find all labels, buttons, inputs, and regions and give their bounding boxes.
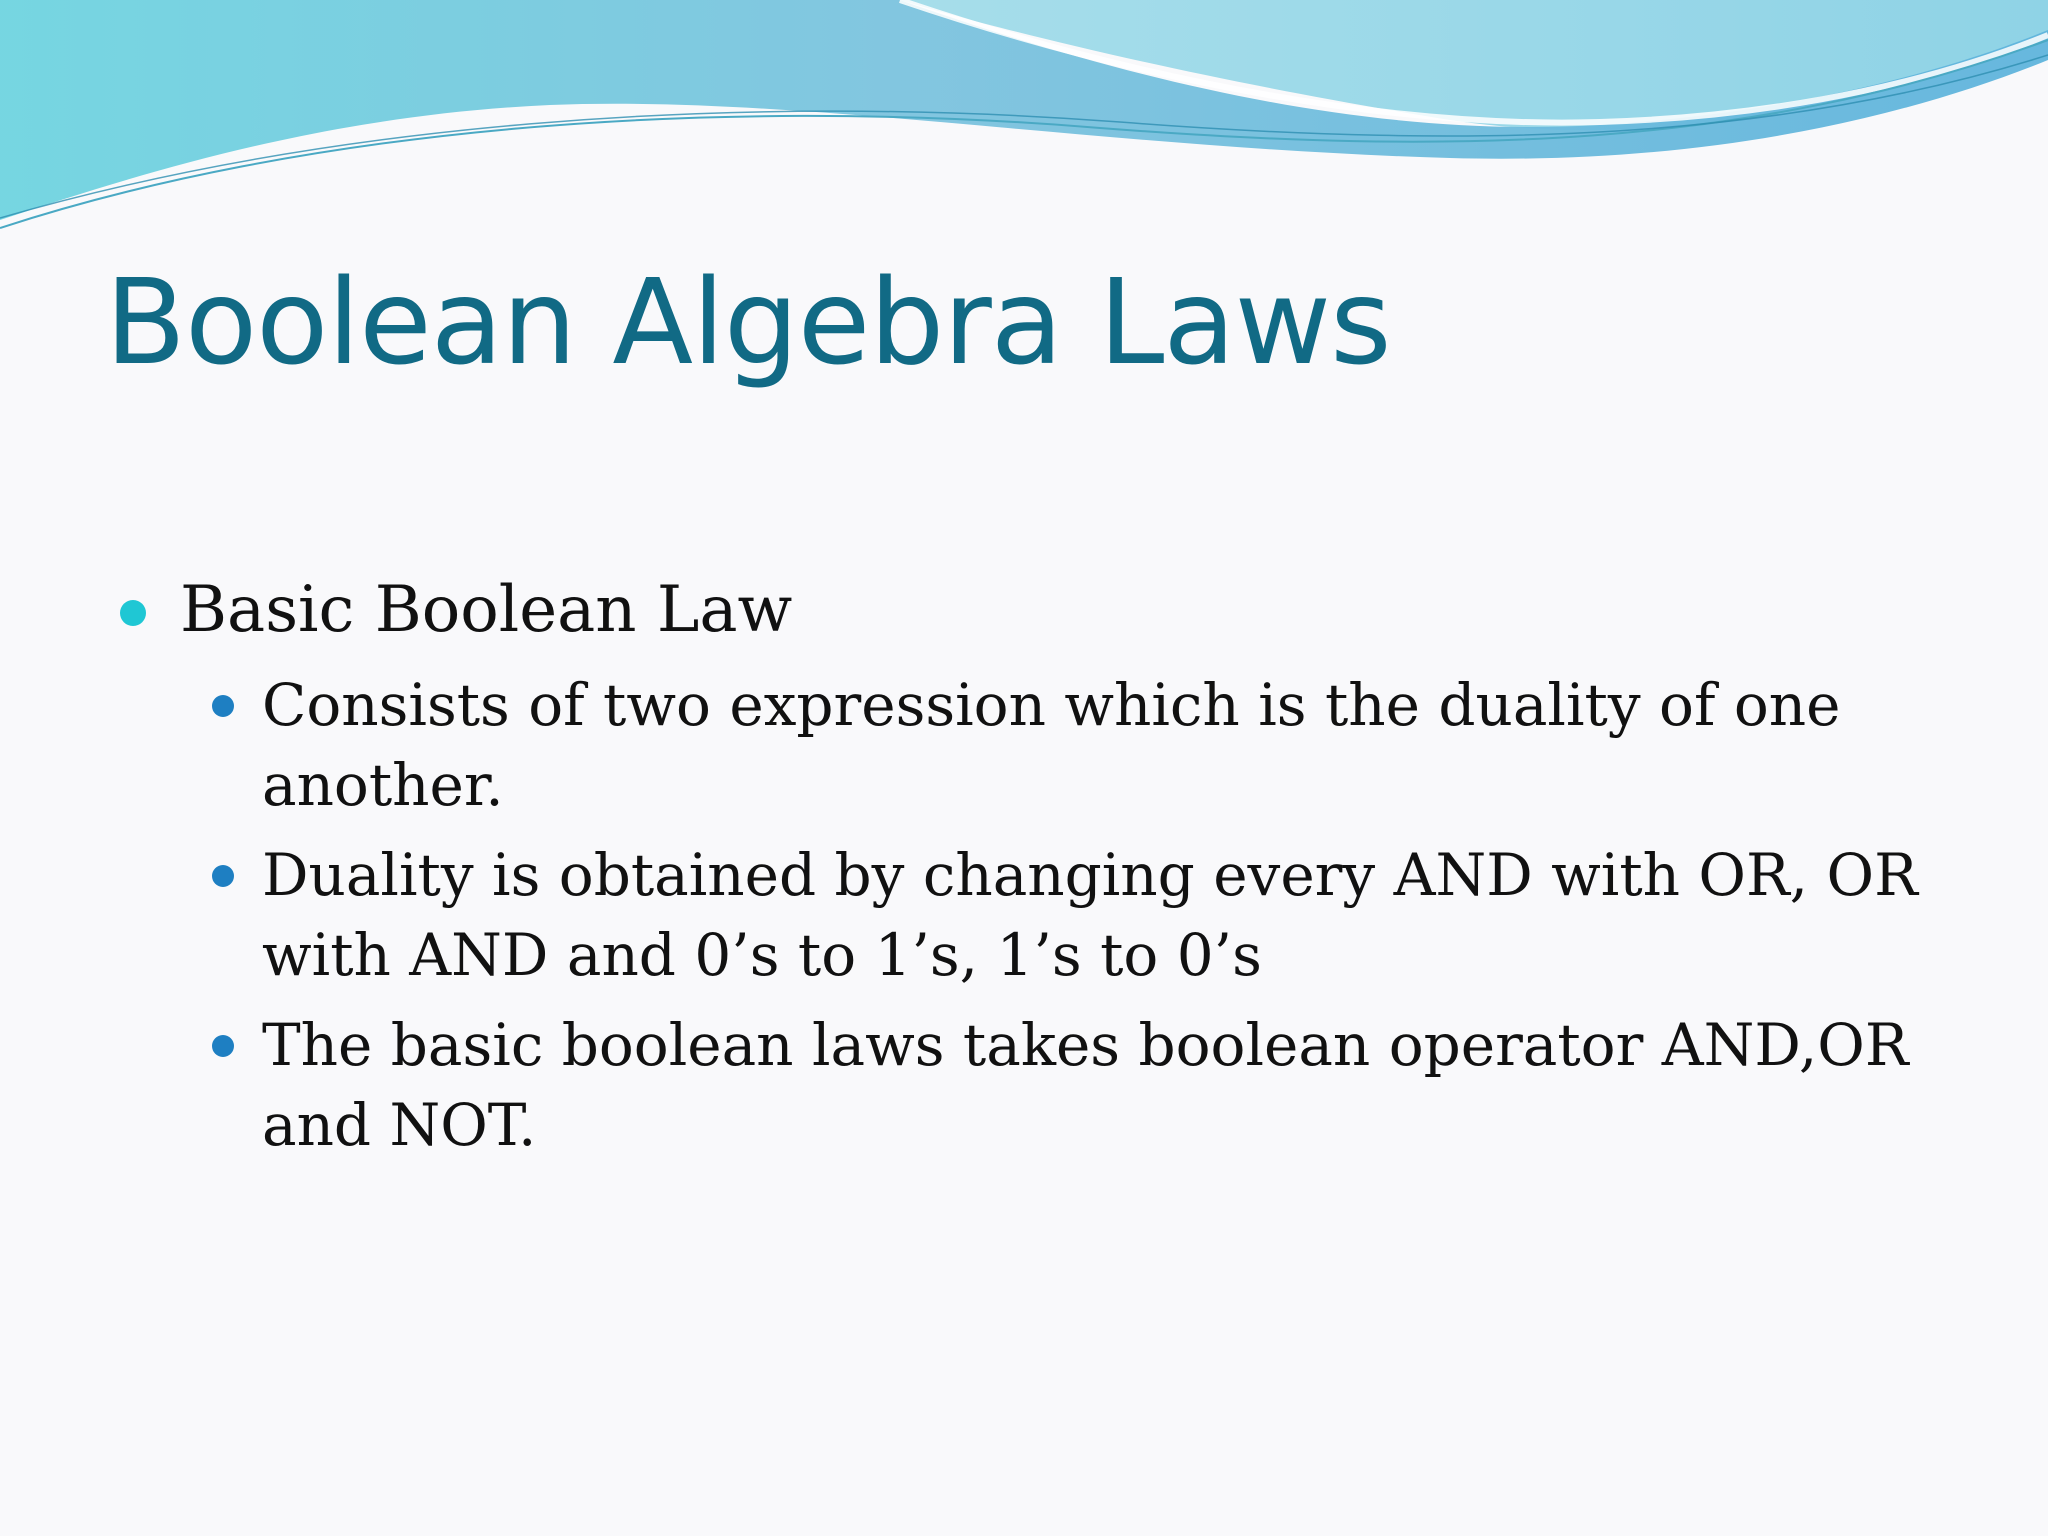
subbullet-dot-icon — [212, 865, 234, 887]
subbullet-3-text: The basic boolean laws takes boolean operator AND,OR and NOT. — [262, 1011, 1909, 1159]
subbullet-1 — [262, 665, 1942, 825]
slide-title: Boolean Algebra Laws — [105, 253, 1391, 391]
header-wave-decoration — [0, 0, 2048, 240]
subbullet-1-text: Consists of two expression which is the duality of one another. — [262, 671, 1841, 819]
bullet-dot-icon — [120, 600, 146, 626]
subbullet-3 — [262, 1005, 1942, 1165]
subbullet-dot-icon — [212, 1035, 234, 1057]
subbullet-dot-icon — [212, 695, 234, 717]
slide-body — [0, 565, 2048, 1165]
subbullet-2-text: Duality is obtained by changing every AND with OR, OR with AND and 0’s to 1’s, 1’s to 0’s — [262, 841, 1918, 989]
bullet-level1 — [180, 565, 2048, 655]
subbullet-2 — [262, 835, 1942, 995]
bullet-level1-text: Basic Boolean Law — [180, 573, 793, 647]
